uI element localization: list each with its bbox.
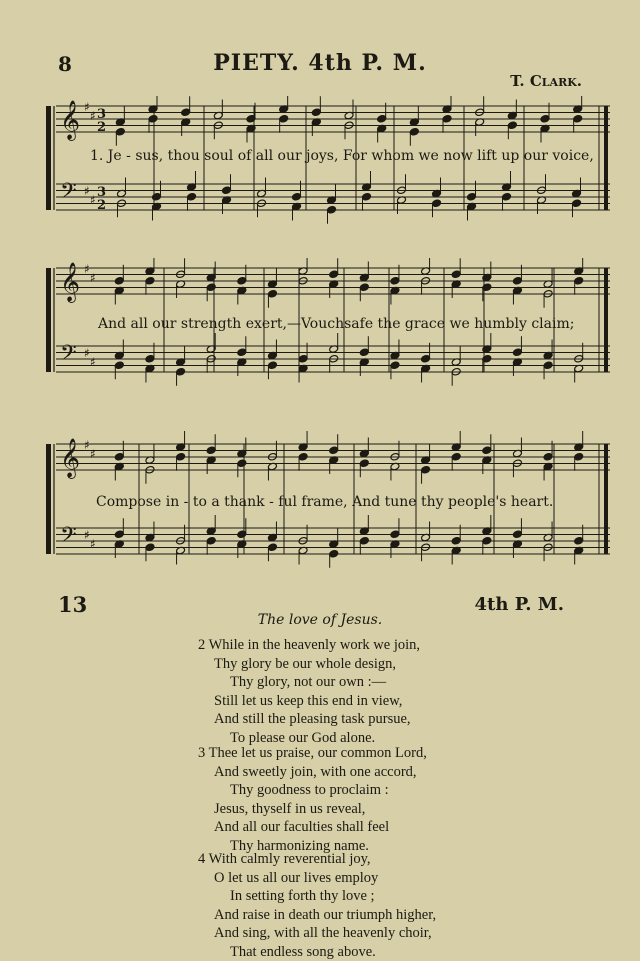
verse-line: Thy glory, not our own :— — [230, 674, 387, 690]
note-head — [451, 452, 461, 461]
music-system-1 — [44, 96, 616, 224]
note-head — [145, 543, 155, 552]
note-head — [482, 536, 492, 545]
hymn-subtitle: The love of Jesus. — [257, 612, 383, 628]
note-head — [574, 276, 584, 285]
note-head — [432, 199, 442, 208]
note-head — [421, 354, 431, 363]
final-bar — [604, 106, 608, 210]
lyric-line-1: 1. Je - sus, thou soul of all our joys, For whom we now lift up our voice, — [90, 148, 594, 164]
note-head — [237, 276, 247, 285]
note-head — [279, 114, 289, 123]
note-head — [482, 283, 492, 292]
note-head — [377, 114, 387, 123]
note-head — [482, 354, 492, 363]
verse-line: Thy goodness to proclaim : — [230, 782, 389, 798]
note-head — [114, 452, 124, 461]
note-head — [206, 536, 216, 545]
sharp-icon: ♯ — [84, 346, 90, 360]
note-head — [114, 361, 124, 370]
note-head — [298, 452, 308, 461]
note-head — [327, 205, 337, 214]
note-head — [298, 354, 308, 363]
note-head — [181, 108, 191, 117]
treble-clef-icon: 𝄞 — [60, 438, 81, 478]
final-bar — [604, 444, 608, 554]
system-bracket — [46, 444, 51, 554]
time-signature: 3 — [97, 185, 107, 200]
note-head — [574, 536, 584, 545]
note-head — [442, 114, 452, 123]
verse-line: 3 Thee let us praise, our common Lord, — [198, 745, 427, 761]
sharp-icon: ♯ — [90, 193, 96, 207]
stanza-4 — [198, 850, 436, 961]
bass-clef-icon: 𝄢 — [60, 179, 77, 209]
treble-clef-icon: 𝄞 — [60, 262, 81, 302]
note-head — [359, 283, 369, 292]
sharp-icon: ♯ — [90, 271, 96, 285]
note-head — [292, 192, 302, 201]
note-head — [543, 361, 553, 370]
bass-clef-icon: 𝄢 — [60, 341, 77, 371]
note-head — [359, 348, 369, 357]
sharp-icon: ♯ — [84, 184, 90, 198]
note-head — [206, 446, 216, 455]
verse-line: That endless song above. — [230, 943, 376, 960]
note-head — [574, 452, 584, 461]
lyric-line-2: And all our strength exert,—Vouchsafe the grace we humbly claim; — [98, 316, 575, 332]
note-head — [543, 452, 553, 461]
note-head — [329, 446, 339, 455]
note-head — [148, 114, 158, 123]
sharp-icon: ♯ — [84, 262, 90, 276]
verse-line: Still let us keep this end in view, — [214, 692, 403, 709]
verse-line: 4 With calmly reverential joy, — [198, 851, 371, 867]
note-head — [540, 114, 550, 123]
note-head — [311, 108, 321, 117]
bass-staff — [56, 179, 610, 210]
note-head — [502, 192, 512, 201]
sharp-icon: ♯ — [90, 447, 96, 461]
note-head — [329, 549, 339, 558]
music-system-3 — [44, 428, 616, 578]
treble-staff — [56, 100, 610, 141]
note-head — [187, 192, 197, 201]
sharp-icon: ♯ — [90, 537, 96, 551]
verse-line: Jesus, thyself in us reveal, — [214, 800, 366, 817]
note-head — [145, 354, 155, 363]
sharp-icon: ♯ — [84, 100, 90, 114]
note-head — [359, 536, 369, 545]
note-head — [421, 465, 431, 474]
note-head — [114, 530, 124, 539]
note-head — [267, 361, 277, 370]
note-head — [359, 459, 369, 468]
verse-line: To please our God alone. — [230, 729, 376, 746]
verse-line: And sweetly join, with one accord, — [214, 763, 417, 780]
note-head — [222, 186, 232, 195]
note-head — [512, 530, 522, 539]
note-head — [115, 127, 125, 136]
verse-line: In setting forth thy love ; — [230, 888, 375, 904]
music-system-2 — [44, 258, 616, 386]
note-head — [206, 283, 216, 292]
note-head — [390, 530, 400, 539]
bass-clef-icon: 𝄢 — [60, 523, 77, 553]
verse-line: And still the pleasing task pursue, — [214, 711, 411, 727]
note-head — [572, 199, 582, 208]
time-signature: 3 — [97, 107, 107, 122]
verse-line: And all our faculties shall feel — [214, 819, 390, 835]
treble-clef-icon: 𝄞 — [60, 100, 81, 140]
note-head — [362, 192, 372, 201]
note-head — [114, 276, 124, 285]
note-head — [512, 348, 522, 357]
lyric-line-3: Compose in - to a thank - ful frame, And tune thy people's heart. — [96, 494, 554, 510]
system-bracket — [46, 268, 51, 372]
note-head — [152, 192, 162, 201]
note-head — [267, 543, 277, 552]
hymn-meter: 4th P. M. — [474, 594, 564, 615]
time-signature: 2 — [97, 198, 107, 213]
sharp-icon: ♯ — [84, 528, 90, 542]
verse-line: O let us all our lives employ — [214, 869, 379, 886]
note-head — [573, 114, 583, 123]
note-head — [145, 276, 155, 285]
note-head — [451, 270, 461, 279]
note-head — [390, 361, 400, 370]
page-number: 8 — [58, 52, 72, 76]
tune-title: PIETY. 4th P. M. — [213, 50, 427, 76]
sharp-icon: ♯ — [84, 438, 90, 452]
note-head — [237, 459, 247, 468]
hymn-number: 13 — [58, 592, 88, 617]
note-head — [267, 289, 277, 298]
note-head — [329, 270, 339, 279]
verse-line: Thy glory be our whole design, — [214, 655, 397, 672]
verse-line: Thy harmonizing name. — [230, 837, 369, 854]
verse-line: 2 While in the heavenly work we join, — [198, 637, 421, 653]
note-head — [451, 536, 461, 545]
final-bar — [604, 268, 608, 372]
stanza-2 — [198, 636, 420, 747]
time-signature: 2 — [97, 120, 107, 135]
note-head — [237, 530, 247, 539]
note-head — [176, 367, 186, 376]
note-head — [467, 192, 477, 201]
sharp-icon: ♯ — [90, 355, 96, 369]
verse-line: And raise in death our triumph higher, — [214, 906, 437, 923]
note-head — [409, 127, 419, 136]
note-head — [237, 348, 247, 357]
composer: T. Clark. — [510, 72, 582, 90]
verse-line: And sing, with all the heavenly choir, — [214, 925, 432, 941]
note-head — [482, 446, 492, 455]
note-head — [512, 276, 522, 285]
sharp-icon: ♯ — [90, 109, 96, 123]
note-head — [176, 452, 186, 461]
system-bracket — [46, 106, 51, 210]
note-head — [390, 276, 400, 285]
note-head — [507, 121, 517, 130]
stanza-3 — [198, 744, 427, 855]
